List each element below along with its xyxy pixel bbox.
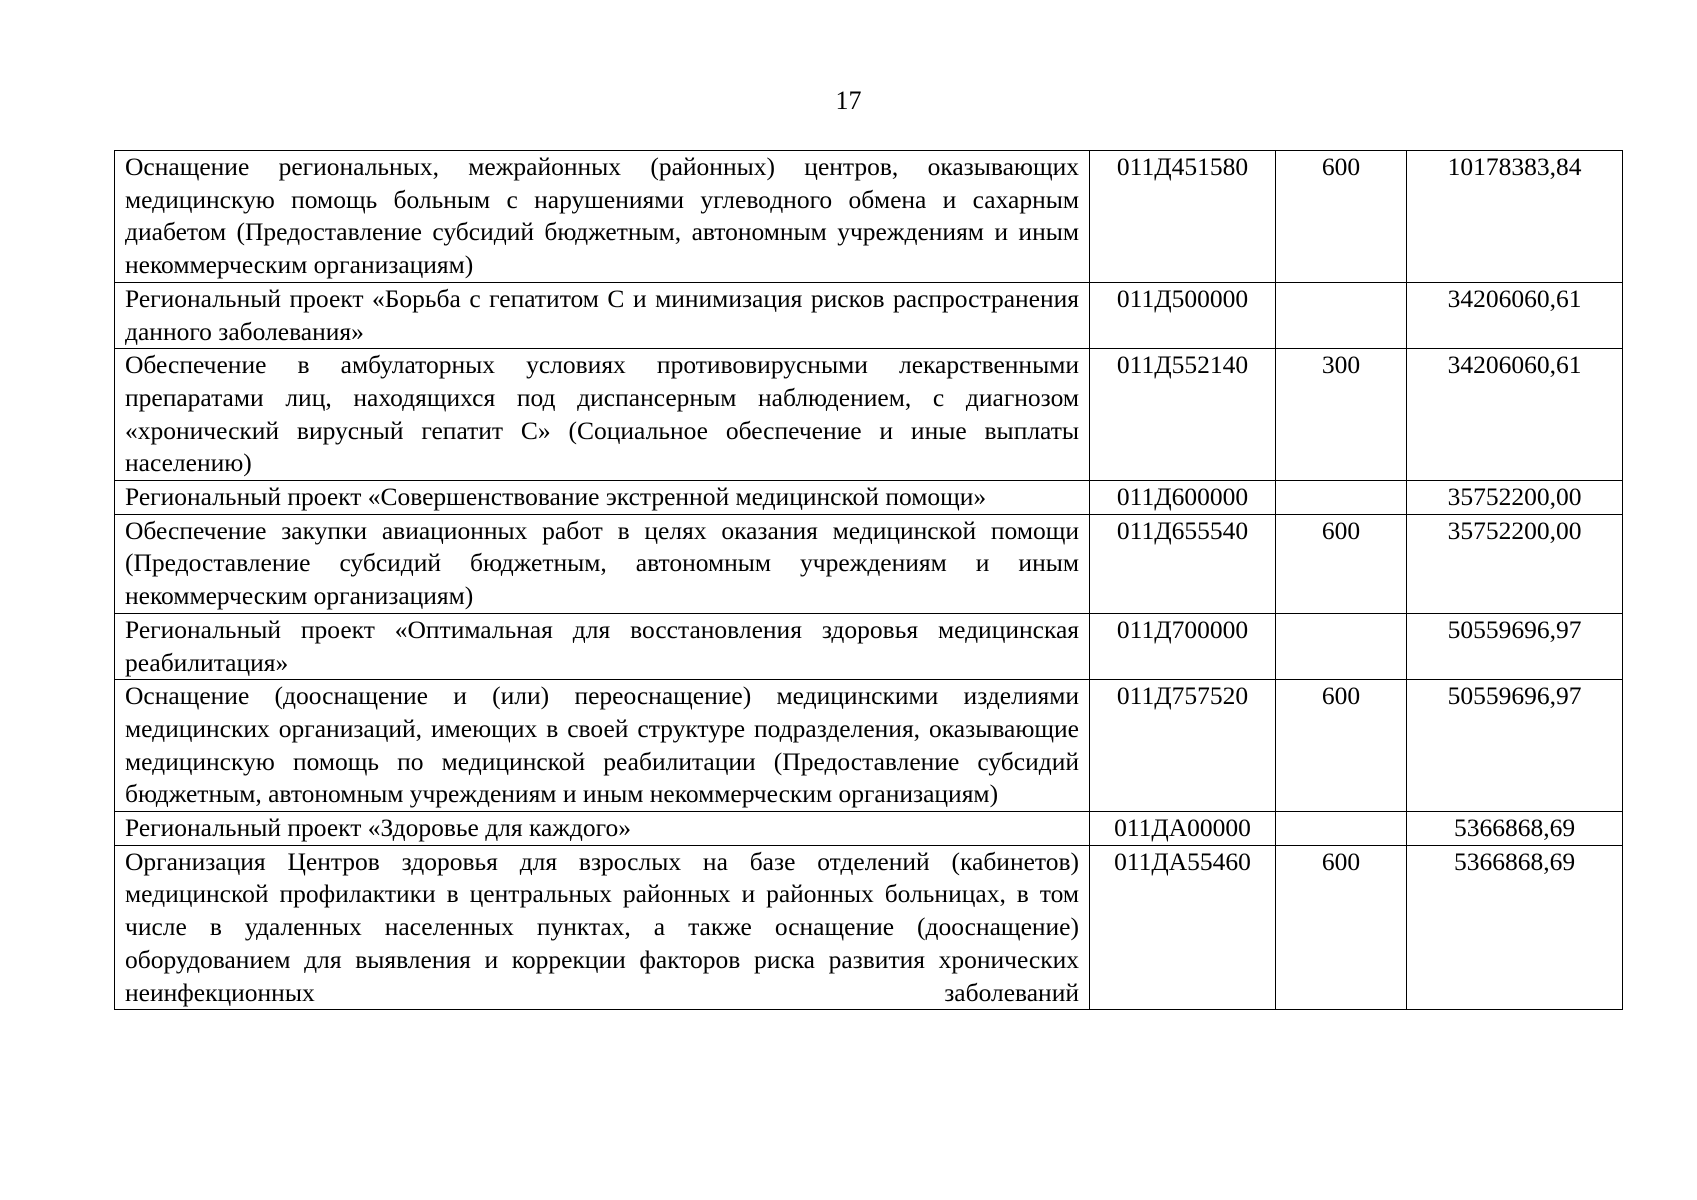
row-code: 011Д451580 bbox=[1090, 151, 1276, 283]
row-code: 011Д655540 bbox=[1090, 514, 1276, 613]
row-name: Региональный проект «Совершенствование экстренной медицинской помощи» bbox=[115, 481, 1090, 515]
row-name: Обеспечение в амбулаторных условиях противовирусными лекарственными препаратами лиц, находящихся под диспансерным наблюдением, с диагнозом «хронический вирусный гепатит С» (Социальное обеспечение и иные выплаты населению) bbox=[115, 349, 1090, 481]
row-code: 011ДА00000 bbox=[1090, 812, 1276, 846]
row-code: 011ДА55460 bbox=[1090, 845, 1276, 1010]
row-expense-type bbox=[1276, 481, 1407, 515]
row-sum: 34206060,61 bbox=[1407, 349, 1623, 481]
row-name: Обеспечение закупки авиационных работ в целях оказания медицинской помощи (Предоставление субсидий бюджетным, автономным учреждениям и иным некоммерческим организациям) bbox=[115, 514, 1090, 613]
row-sum: 10178383,84 bbox=[1407, 151, 1623, 283]
table-row bbox=[115, 845, 1623, 1010]
row-code: 011Д600000 bbox=[1090, 481, 1276, 515]
row-sum: 35752200,00 bbox=[1407, 514, 1623, 613]
row-code: 011Д757520 bbox=[1090, 680, 1276, 812]
row-expense-type bbox=[1276, 613, 1407, 679]
row-name: Региональный проект «Борьба с гепатитом С и минимизация рисков распространения данного заболевания» bbox=[115, 282, 1090, 348]
row-sum: 5366868,69 bbox=[1407, 812, 1623, 846]
row-code: 011Д500000 bbox=[1090, 282, 1276, 348]
row-sum: 5366868,69 bbox=[1407, 845, 1623, 1010]
table-row bbox=[115, 349, 1623, 481]
row-name: Организация Центров здоровья для взрослых на базе отделений (кабинетов) медицинской профилактики в центральных районных и районных больницах, в том числе в удаленных населенных пунктах, а также оснащение (дооснащение) оборудованием для выявления и коррекции факторов риска развития хронических неинфекционных заболеваний bbox=[115, 845, 1090, 1010]
budget-table bbox=[114, 150, 1623, 1010]
table-row bbox=[115, 514, 1623, 613]
row-expense-type: 300 bbox=[1276, 349, 1407, 481]
row-expense-type: 600 bbox=[1276, 514, 1407, 613]
table-row bbox=[115, 680, 1623, 812]
row-name: Оснащение (дооснащение и (или) переоснащение) медицинскими изделиями медицинских организаций, имеющих в своей структуре подразделения, оказывающие медицинскую помощь по медицинской реабилитации (Предоставление субсидий бюджетным, автономным учреждениям и иным некоммерческим организациям) bbox=[115, 680, 1090, 812]
table-row bbox=[115, 613, 1623, 679]
row-expense-type: 600 bbox=[1276, 151, 1407, 283]
row-sum: 34206060,61 bbox=[1407, 282, 1623, 348]
row-name: Региональный проект «Здоровье для каждого» bbox=[115, 812, 1090, 846]
row-expense-type: 600 bbox=[1276, 845, 1407, 1010]
table-row bbox=[115, 481, 1623, 515]
row-name: Оснащение региональных, межрайонных (районных) центров, оказывающих медицинскую помощь больным с нарушениями углеводного обмена и сахарным диабетом (Предоставление субсидий бюджетным, автономным учреждениям и иным некоммерческим организациям) bbox=[115, 151, 1090, 283]
row-expense-type bbox=[1276, 812, 1407, 846]
row-expense-type bbox=[1276, 282, 1407, 348]
page-number: 17 bbox=[835, 86, 862, 115]
row-code: 011Д552140 bbox=[1090, 349, 1276, 481]
table-row bbox=[115, 812, 1623, 846]
table-row bbox=[115, 282, 1623, 348]
row-expense-type: 600 bbox=[1276, 680, 1407, 812]
row-sum: 50559696,97 bbox=[1407, 680, 1623, 812]
row-code: 011Д700000 bbox=[1090, 613, 1276, 679]
table-row bbox=[115, 151, 1623, 283]
row-sum: 50559696,97 bbox=[1407, 613, 1623, 679]
row-sum: 35752200,00 bbox=[1407, 481, 1623, 515]
row-name: Региональный проект «Оптимальная для восстановления здоровья медицинская реабилитация» bbox=[115, 613, 1090, 679]
